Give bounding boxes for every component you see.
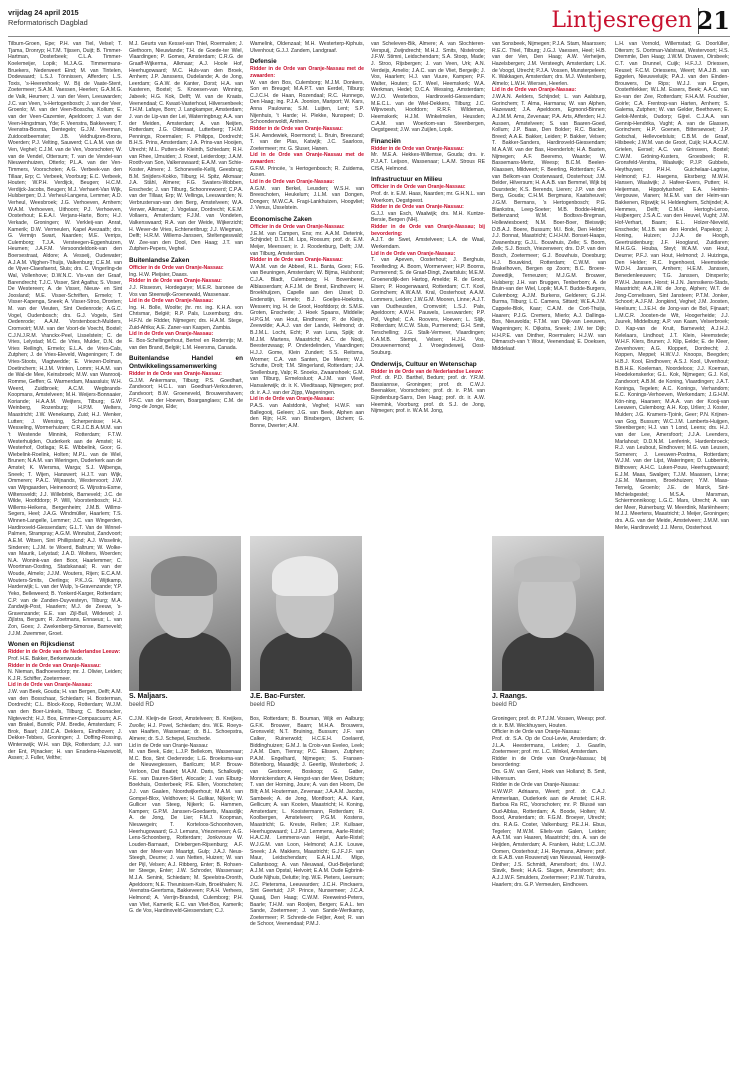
award-heading: Ridder in de Orde van Oranje-Nassau: xyxy=(492,782,580,789)
award-heading: Lid in de Orde van Oranje-Nassau: xyxy=(250,396,335,403)
recipient-list: Prof. dr. ir. E.M. Haas, Naarden; mr. G.H.N.L. van Woerkom, Oegstgeest. xyxy=(371,190,485,204)
caption-credit: beeld RD xyxy=(492,701,518,708)
portrait-shoulders xyxy=(502,631,594,691)
photo-caption-2 xyxy=(250,693,362,708)
recipient-list: A.G.M. van Berkel, Leusden; W.S.H. van Breeschoten, Heukelum; J.L.M. van Dongen, Dongen; M.W.C.A. Fragi-Lankhuizen, Hoogvliet; J. Venus, IJsselstein. xyxy=(250,185,364,212)
text-column-4 xyxy=(371,41,485,1055)
issue-date: vrijdag 24 april 2015 xyxy=(8,8,79,17)
award-heading: Lid in de Orde van Oranje-Nassau: xyxy=(129,331,214,338)
award-heading: Lid in de Orde van Oranje-Nassau: xyxy=(8,682,93,689)
award-heading: Ridder in de Orde van Oranje-Nassau: xyxy=(371,145,464,152)
award-heading: Officier in de Orde van Oranje-Nassau: xyxy=(492,729,581,736)
caption-credit: beeld RD xyxy=(129,701,155,708)
award-heading: Ridder in de Orde van Oranje-Nassau: xyxy=(250,125,343,132)
text-column-6 xyxy=(615,41,729,1055)
section-heading: Infrastructuur en Milieu xyxy=(371,176,443,184)
recipient-list: G.F.M. Princée, 's Hertogenbosch; R. Zuidema, Assen. xyxy=(250,165,364,179)
text-column-1 xyxy=(8,41,122,1055)
award-heading: Officier in de Orde van Oranje-Nassau: xyxy=(250,224,345,230)
recipient-list: Prof. dr. S.A. Op de Coul-Levie, Amsterdam; dr. J.L.A. Heestermans, Leiden; J. Gaarlin, Zoetermeer; prof. mr. L.C. Winkel, Amsterdam. xyxy=(492,735,606,756)
portrait-hair xyxy=(514,556,580,582)
portrait-hair xyxy=(151,556,217,596)
recipient-list: G.J.J. van Esch, Waalwijk; drs. M.H. Kuntze-Bersie, Bergen (NH). xyxy=(371,210,485,224)
recipient-list: T. van Apeven, Oosterhout; J. Berghuis, Texelteding; A. Boom, Wormerveer; H.P. Boorns, Purmerend; S. de Graaf-Dingt, Zwartsluis; M.E.M. Groenendijk-den Hartog, Amelde; R. de Groot, Elsen; P. Hoogenwaard, Rotterdam; C.T. Kool, Gorinchem; A.W.A.M. Kral, Oosterhout; A.A.M. Lommers, Leiden; J.W.G.M. Mooren, Linne; A.J.T. van Oudheusden, Cromvoirt; L.S.J. Pals, Apeldoorn; A.W.H. Pauwels, Leeuwarden; P.P. Pol, Veghel; C.A. Roovers, Hoeven; L. Slijk, Rotterdam; M.C.W. Sluis, Purmerend; G.H. Smit, Terschelling; J.G. Stalk-Vermeer, Vlaardingen; K.A.M.B. Stempi, Velsen; H.J.H. Vos, Drouwenermond; J. Vroegindeweij, Oost-Souburg. xyxy=(371,257,485,356)
award-heading: Lid in de Orde van Oranje-Nassau met de zwaarden: xyxy=(250,152,364,165)
section-heading: Wonen en Rijksdienst xyxy=(8,641,75,649)
section-heading: Financiën xyxy=(371,137,401,145)
recipient-list: Prof. H.E. Bakker, Berkenwoude. xyxy=(8,655,84,662)
recipient-list: G.J.M. Ankermans, Tilburg; P.S. Goedhart, Zandvoort; H.C.L. van Goedhart-Verkouteren, Zandvoort; B.W. Groeneveld, Brouwershaven; P.F.C. van der Hoeven, Boarganglaes; C.M. de Jong-de Jonge, Elde; xyxy=(129,377,243,411)
award-heading: Ridder in de Orde van Oranje-Nassau; bij bevordering: xyxy=(371,224,485,237)
recipient-list: N. Nieman, Badhoevedorp; mr. J. Olivier, Leiden; K.J.R. Schiffer, Zoetermeer. xyxy=(8,669,122,682)
recipient-list: van Scheleven-Bik, Almere; A. van Slochteren-Verspuij, Zwijndrecht; M.H.J. Smits, Nistelrode; J.F.W. Stimni, Leidschendam; S.A. Stoop, Made; J. Stroo, Rijsbergen; J. van Veen, Urk; A.N. Verdeijs, Arnelio; J.A.C. van de Vliet, Bergeijk; J. Vos, Haarlem; H.J. van Vuure, Kampen; P.F. Walter, Houten; G.T. Weel, Heemskerk; W.A. Werkman, Hedel; D.C.A. Wessing, Amsterdam; W.J.O. Westerbos, Hardinxveld-Giessendam; M.E.C.L. van de Wiel-Dekkers, Tilburg; J.C. Wijnvoesh, Hoofdorn; R.R.F. Wildeman, Heemskerk; H.J.M. Winkelmolen, Heusden; C.A.M. van Woerkom-van Steenbergen, Oegstgeest; J.W. van Zuijlen, Lopik. xyxy=(371,41,485,134)
portrait-shoulders xyxy=(139,631,231,691)
recipient-list: Prof. dr. P.D. Barthel, Bedum; prof. dr. Y.R.M. Bassiannse, Groningen; prof. dr. C.W.J. Beenakker, Voorschoten; prof. dr. ir. P.M. van Eijndenburg-Sarrs, Den Haag; prof. dr. ir. A.W. Heemink, Voorburg; prof. dr. S.J. de Jong, Nijmegen; prof. ir. W.A.M. Jong, xyxy=(371,375,485,415)
caption-name: S. Maljaars. xyxy=(129,693,168,700)
award-heading: Officier in de Orde van Oranje-Nassau: xyxy=(371,184,466,191)
recipient-list: Mr. M.E.A. Hekkes-Willemse, Gouda; drs. ir. P.J.A.T. Leijson, Wassenaar; L.A.M. Strous RE CISA, Helmond. xyxy=(371,152,485,172)
recipient-list: J.W. van Beek, Gouda; H. van Bergen, Delft; A.M. van den Bosschaar, Schiedam; H. Bosterman, Dordrecht; C.L. Block-Koop, Rotterdam; W.J.M. van den Boer-Linkels, Tilburg; C. Boonacker, Nigtevecht; H.J. Bos, Emmer-Compascuum; A.F. van Brakel, Bunnik; P.M. Bredie, Amsterdam; F. Brok, Baarl; J.M.C.A. Dekkers, Eindhoven; J. Dekker-Tebbes, Groningen; J. Doffing-Rossing, Winterswijk; W.H. van Dijk, Rotterdam; J.J. van der Ent, Pijnacker; H. van Ensdens-Hazewold, Assen; J. Fuller, Velthe; xyxy=(8,689,122,762)
recipient-list: W.A.M. van de Abbeel, R.L. Banta, Goes; F.G. van Beuningen, Amsterdam; W. Bijma, Hulshorst; C.J.A. Bladt, Culemborg; H. Bovenberer, Alblasserdam; A.F.J.M. de Brest, Eindhoven; H. Broekhuijzen, Capelle aan den IJssel; D. Endenstijn, Ermelo; B.J. Goeljes-Hoekstra, Wessem; ing. H. de Groot, Hoofddorp; dr. S.M.E. Groten, Enschede; J. Hoek Spaans, Middelie; H.P.G.M. van Hout, Eindhoven; P. de Kleijn, Zeewolde; A.A.J. van der Lande, Helmond; dr. B.J.M.L. Locht, Echt; P. van Luna, Spijk; dr. M.J.M. Martens, Maastricht; A.C. de Nooij, Beesterzwaag; P. Onderdelinden, Vlaardingen; H.J.J. Gome, Klein Zundert; S.S. Reitsma, Wormer; C.A. van Santen, De Meern; W.J. Schutte, Drolt; T.M. Slingerland, Rotterdam; J.A. Snellenburg, Valp; R. Snoeks, Zwaanshoek; G.M. van Tilburg, Ermelosluot; A.J.M. van Vleet, Harsalerwijk; dr. ir. K. Vlieditsaap, Nijmegen; prof. dr. ir. A.J. van der Zijpp, Wageningen. xyxy=(250,263,364,396)
recipient-list: E. Bos-Schellingerhout, Bertrel en Rodenrijs; M. van den Brand, België; L.M. Heersma, Canada. xyxy=(129,337,243,351)
recipient-list: J.J. Rissesvn, Hordegarye; M.E.R. baronee de Vos van Steenwijk-Groenewald, Wassenaar. xyxy=(129,284,243,298)
section-title: Lintjesregen xyxy=(551,8,692,33)
award-heading: Ridder in de Orde van Oranje-Nassau: xyxy=(371,204,464,211)
text-column-2-lower xyxy=(129,716,243,1054)
recipient-list: H.W.W.P. Adriaans, Weert; prof. dr. C.A.J. Ammerlaan, Ouderkerk aan de Amstel; C.H.R. Barboa Ra RC, Voorschoten; mr. P. Blussé van Oud-Alblas, Rotterdam; A. Boode, Holten; M. Bood, Amsterdam; dr. F.G.M. Broeyer, Utrecht; drs. R.A.G. Coster, Valkenburg; P.E.J.H. Ebus, Tegelen; M.W.M. Eliels-van Galen, Leiden; A.A.T.M. van Haaren, Maastricht; drs. A. van de Heijden, Amsterdam; A. Franken, Hulst; L.C.J.M. Oomen, Oosterhout; J.H. Reymans, Almere; prof. dr. E.A.B. van Rouwenzij van Nieuwaal, Heeswijk-Dinther; J.S. Schmidt, Amersfoort; drs. I.W.J. Slavik, Beek; H.A.G. Slagen, Amersfoort; drs. A.J.J.W.F. Smulders, Zoetermeer; P.J.W. Tuinstra, Haarlem; drs. G.P. Vermeulen, Eindhoven. xyxy=(492,788,606,888)
award-heading: Lid in de Orde van Oranje-Nassau: xyxy=(129,298,214,305)
section-heading: Buitenlandse Zaken xyxy=(129,257,190,264)
award-heading: Ridder in de Orde van Oranje-Nassau: xyxy=(8,662,101,669)
portrait-photo-bac-furster xyxy=(250,536,362,691)
recipient-list: Groningen; prof. dr. P.T.J.M. Vossen, Weesp; prof. dr. ir. B.M. Weckhuysen, Houten. xyxy=(492,716,606,729)
text-column-5-lower xyxy=(492,716,606,1054)
caption-name: J.E. Bac-Furster. xyxy=(250,693,306,700)
text-column-3 xyxy=(250,41,364,534)
portrait-shoulders xyxy=(260,631,352,691)
recipient-list: Ing. H.W. Pleijsier, Daaxs. xyxy=(129,271,189,278)
recipient-list: P.A.S. van Aalstdonk, Veghel; H.W.F. van Ballegooij, Geleen; J.G. van Beek, Alphen aan den Rijn; H.R. van Binsbergen, Uichem; G. Bonne, Dwerter; A.M. xyxy=(250,402,364,429)
caption-name: J. Raangs. xyxy=(492,693,528,700)
award-heading: Ridder in de Orde van de Nederlandse Leeuw: xyxy=(8,649,121,656)
award-heading: Ridder in de Orde van Oranje-Nassau: xyxy=(129,371,222,378)
award-heading: Ridder in de Orde van Oranje-Nassau: xyxy=(250,257,343,264)
photo-caption-3 xyxy=(492,693,604,708)
recipient-list: J.E.M. van Campen, Ens; mr. A.A.M. Deterink, Schijndel; D.T.C.M. Lips, Roosum; prof. dr. E.M. Meijer, Meerssen; ir. J. Roodenburg, Delft; J.M. van Tilburg, Amsterdam. xyxy=(250,230,364,257)
award-heading: Ridder in de Orde van Oranje-Nassau: xyxy=(129,278,222,285)
caption-credit: beeld RD xyxy=(250,701,276,708)
award-heading: Lid in de Orde van Oranje-Nassau: xyxy=(371,250,456,257)
recipient-list: Bos, Rotterdam; B. Bouman, Wijk en Aalburg; G.F.K. Brouwer, Baarn; M.H.A. Brouwers, Gronsveld; N.T. Bruining, Bussum; J.F. van Calker, Ruinerwold; H.C.E.H. Coelaerd, Biddinghuizen; G.M.J. la Croix-van Eveleo, Leek; J.A.M. Dam, Tienray; P.C. Elissen, Zutphen; P.A.M. Engelhard, Nijmegen; S. Fransen-Bötenborg, Maasdijk; J. Geertig, Westerbork; J. van Gestoorer, Boskoop; G. Gatter, Monnickendam; A. Hengst-van der Meer, Doktum; T. van der Horning, Joure; A. van den Hoorn, De Bilt; A.M. Houterman, Zevenaar; J.A.A.M. Jacobs, Sambeek; A. de Jong, Montfoort; A.A. Kant, Gellicum; A. van Kooten, Maastricht; H. Koning, Amsterdam; L. Kooistermann, Rotterdam; R. Koolbergen, Amstelveen; P.G.M. Kostens, Maastricht; G. Kreute, Rellen; J.P. Kullsaer, Heerhugowaard; L.J.P.J. Lemmens, Aarle-Rixtel; H.A.C.M. Lemmens-van Heijst, Aarle-Rixtel; W.J.G.M. van Loon, Helmond; A.J.K. Louwe, Sneek; J.A. Makkers, Maastricht; G.J.F.J.F. van Maur, Leidschendam; E.A.H.L.M. Migo, Callantsoog; A. van Nieuwaal, Oud-Beijerland; A.J.M. van Opstal, Helvoirt; E.A.M. Oude Egbrink-Oude Nijhuis, Delutte; Ing. W.E. Pieters, Leersum; J.C. Pietersma, Leeuwarden; J.C.H. Pinckaers, Sint Geertuid; J.P. Prince, Nunsemeer; J.C.A. Quaaij, Den Haag; C.W.M. Reeweind-Peters, Baarle; T.H.M. van Rooijen, Bergen; E.A.L. ten Sande, Zoetermeer; J. van Sande-Wertkamp, Zoetermeer; P. Schrede-de Feljter, Axel; R. van de Schoor, Veenendaal; P.M.J. xyxy=(250,716,364,928)
recipient-list: W. van den Bos, Culemborg; M.J.M. Donkers, Son en Breugel; M.A.P.T. van Eerdel, Tilburg; C.J.C.H. de Haan, Rozendaal; R.C. Hunnego, Den Haag; ing. P.J.A. Joonion, Mariport; W. Kars, Anna Paulowna; S.M. Luijten, Lent; S.P. Nijenhuis, 't Harde; H. Plekke, Nunspeet; D. Schoonderwoldt, Arnhem. xyxy=(250,79,364,126)
recipient-list: Drs. G.W. van Gent, Hoek van Holland; B. Smit, Hilversum. xyxy=(492,769,606,782)
header-rule xyxy=(8,36,730,37)
award-heading: Ridder in de Orde van Oranje-Nassau met de zwaarden: xyxy=(250,66,364,79)
recipient-list: A.J.T. de Swet, Amstelveen; L.A. de Waal, Werkendam. xyxy=(371,237,485,250)
portrait-hair xyxy=(272,556,338,596)
award-heading: Ridder in de Orde van de Nederlandse Leeuw: xyxy=(371,368,484,375)
section-heading: Buitenlandse Handel en Ontwikkelingssamenwerking xyxy=(129,355,243,371)
portrait-photo-raangs xyxy=(492,536,604,691)
award-heading: Lid in de Orde van Oranje-Nassau: xyxy=(250,178,335,185)
recipient-list: J.W.A.N. Aelders, Schijndel; L. van Aalsburg, Gorinchem; T. Alma, Harmana; W. van Alphen, Hazeward; J.A. Apeldoorn, Egmond-Binnen; A.J.M.M. Arns, Zevenaar; P.A. Arts, Afferden; H.J. Aussen, Amstelveen; S. van Baaren-Goed, Kollum; J.P. Baas, Den Bolder; R.C. Backer, Breed; A.A.E. Bakker, Leiden; P. Bakker, Velsen; T. Bakker-Sanders, Hardinxveld-Giessendam; M.A.A.W. van der Bas, Hoenderloh; H.A. Basten, Nijmegen; A.F. Beeremo, Waarde; W. Bassemans-Mertz, Weesp; B.C.M. Beelen-Klaassen, Mildveert; F. Beerling, Rotterdam; F.A. van Belkom-van Oosterwaard, Oosterhout; J.M. Belder, Hilversum; H. A.A.B. van Bemmel, Wijk bij Duurstede; K.S. Berends, Lieren; J.P. van den Berg, Gouda; C.H.M. Bergmans, Kaatsheuvel; J.G.M. Bermans, 's Hertogenbosch; P.G. Blankstra, Leeg-Soeter; M.B. Bodde-Hintel, Bettenzand; W.M. Bodtsvs-Bregman, Hollewiesboerd; N.M. Boer-Boer, Bleiswijk; D.B.A.J. Boere, Bussum; M.I. Bok, Den Helder; J.J. Bonnat, Maastricht; C.H.H.M. Bonset-Haaps, Zwanenburg; G.J.L. Bouwhuis, Zelle; S. Boom, Zelk; S.J. Bosch, Vriezenveen; drs. D.P. van den Bosch, Zoetermeer; G.J. Bouwhuis, Doesburg; H.J. Bouwkind, Rotterdam; C.W.M. van Brakelhoven, Bergen op Zoom; B.C. Broere-Zweedijk, Terneuzen; M.J.G.M. Brouwer, Hulsberg; J.H. van Bruggen, Tenberbom; A. de Bruin-van der Wiel, Lopik; M.A.T. Budde-Burgers, Culemborg; A.J.M. Burkens, Gelderen; G.J.H. Burma, Tilburg; L.C. Camera, Sittard; W.E.A.J.M. Cappele-Blok, Kaar; C.A.M. de Cort-Thuija, Haaren; P.J.G. Cremers, Mierlo; A.J. Dallinga-Bos, Nieuwolda; F.T.M. van Dijk-van Leeuwen, Wageningen; K. Dijkstra, Sneek; J.W. ter Dijk; H.H.P.E. van Dinther, Roermalen; H.J.W. van Ditmarsch-van 't Wout, Veenendaal; E. Doeksen, Middelaaf. xyxy=(492,94,606,352)
text-column-3-lower xyxy=(250,716,364,1054)
newspaper-name: Reformatorisch Dagblad xyxy=(8,18,88,27)
section-heading: Economische Zaken xyxy=(250,216,312,223)
recipient-list: M. van Beek, Ede; L.J.P. Bellekom, Wassenaar; M.C. Bos, Sint Oedenrode; L.G. Broeksma-van de Nieuwegiessen, Barilcum; M.P. Brouw-Verloon, Dat Baatet; M.A.M. Daris, Schalkwijk; F.E. van Dauren-Stiert, Alocade; J. van Elburg-Boekhuis, Oosterbeek; P.E. Ellen, Voorschoten; J.J. van Gaalen, Noordwijkerhout; M.A.M. van Gompel-Blox, Veldhoven; H. Gulikar, Nijkerk; W. Gullicer van Steeg, Nijkerk; G. Hammen, Kampen; G.P.M. Janssen-Goedaerts, Maasdijk; A. de Jong, De Lier; F.M.J. Koopman, Nieuwegein; T. Korteloos-Schoonhoven, Heerhugowaard; G.J. Lemans, Vriezenveen; A.G. Lens-Schoonberg, Rotterdam; Jonkvrouw W. Louden-Barnaart, Driebergen-Rijsenburg; A.F. van der Meer-van Maartgt, Gulp; J.A.J. Neus-Steegh, Deurne; J. van Netten, Huizen; W. van der Pijl, Velsen; A.J. Ribberg, Enter; B. Rohsen-ter Steege, Enter; J.W. Schroder, Wassenaar; M.J.A. Senink, Schiedam; M. Speelstra-Dronth, Apeldoorn; N.E. Theunissen-Kuin, Broekhalen; N. Veenstra-Geertsma, Bakkeveen; P.A.H. Verhees, Helmond; A. Verrijn-Brandsli, Culemborg; P.H. van Vliet, Kamerik; E.C. van Vliet-Bos, Kamerik; G. de Vos, Hardinxveld-Giessendam; C.J. xyxy=(129,749,243,915)
recipient-list: S.H. Aendewiek, Roermond; L. Bruin, Breezand; T. van der Plas, Katwijk; J.C. Saarloos, Zoetermeer; mr. G. Sluser, Hanen. xyxy=(250,132,364,152)
page-number: 21 xyxy=(696,6,730,35)
award-heading: Officier in de Orde van Oranje-Nassau: xyxy=(129,265,224,271)
text-column-5 xyxy=(492,41,606,534)
recipient-list: Tilburn-Groen, Epe; P.H. van Tiel, Velsel; T. Tjama, Dronryp; H.T.M. Tijssen, Duijt; B. Timmer-Hartman, Oosterbeek; C.L.A. Timmer-Koelemeijer, Lopik; M.J.A.G. Timmermans-Bruekers, Nederweert Eind; M. van Tintelen, Dodewaard; L.S.J. Tönnissen, Afferden; L.S. Toxis, 's-Heerenhoek; W. Bij de Vaate-Stent, Zoetermeer; S.A.M. Vaessen, Heerlen; G.A.M.G. de Valk, Heumen; J. van der Veen, Leeuwarden; J.C. van Veen, 's-Hertogenbosch; J. van der Veer, Groenlo; M. van der Veen-Bosscha, Kollum; E. van der Veen-Cazemier, Apeldoorn; J. van der Veen-Hingstman, Yde; F. Veenstra, Bakkeveen; T. Veenstra-Bosma, Dentegeln; G.J.M. Veerman, Zuidoostbeemster; J.B. Veldhuijzen-Brons, Woerden; P.J. Velting, Sauwerd; C.L.A.M. van de Ven, Veghel; C.J.M. van de Ven, Voorschoten; W. van de Vendel, Ottersum; T. van de Vendel-van Nieuwenhuizen, Otterlo; P.L.A. van der Ven-Timmers, Voorschoten; A.G. Verbeek-van den Tillaar, Erp; C. Verbeek, Voorburg; E.C. Verbeek, Houten; W.P.H. Verdijck, Beugen; H.C.M. Verdijck-Jacobs, Beugen; M.J. Verhaert-Van Wijk, Hulsbergen; D.J. Verheul-Langens, Lemmer; A.D. Verheul, Weesbroek; J.G. Verhoeven, Arnhem; W.A.M. Verhoeven, Uithoorn; P.J. Verhoeven, Oosterhout; E.E.A.I. Verjans-Harte, Born; H.J. Verkade, Groningen; W. Verkleij-van Anrat, Kamerik; D.W. Vermeulen, Kapel Avezaath; drs. G. Vermijn Swart, Naarden; M.E. Verrips, Culemborg; T.J.A. Versteegen-Eggenhuizen, Heumen; J.A.F.M. Versoondeldonk-van den Boersestraat, Aldore; A. Vesseij, Oudewater; A.J.A.M. Vlijghen-Thuijs, Valkenburg; C.E.M. van de Vijver-Claesfaerst, Sluis; drs. C. Vingerling-de Wal, Vollenhove; D.W.N.C. Vis-van der Graaf, Barendrecht; T.J.C. Visser, Sint Agatha; S. Visser, De Westereen; A. de Visser, Nieuw- en Sint Joosland; M.E. Visser-Schriften, Ermelo; T. Visser-Kapenga, Sneek; A. Visser-Stroo, Dronten; M. van der Vleuten, Sint Oedenrode; A.G.C. Vogel, Oudenbosch; drs. G.J. Vogels, Sint Oedenrode; A.A.M. Vorstenbosch-Mulders, Cromvoirt; M.M. van der Voort-de Voecht, Boxtel; C.J.N.J.R.M. Vranckx-Peel, Lisselstein; C. de Vries, Lelystad; M.C. de Vries, Mulder, D.N. de Vries Reilingh, Ermelo; E.L.A. de Vries-Cals, Zutphen; J. de Vries-Eleveld, Wageningen; T. de Vries-Stoots, Vlagtwedde; E. Vriezen-Dolman, Doetinchem; H.J.M. Vrinten, Lomm; H.A.M. van de Wal-de Mee, Keinsbroek; M.W. van Wanrooij-Romme, Geffen; G. Warmerdam, Maassluis; W.H. Weerd, Zuidbroek; A.C.M. Wegbrands-Koopmans, Amstelveen; M.H. Weijers-Bonnaaier, Koriande; H.A.A.M. Weijters, Tilburg; G.W. Weinberg, Rozenburg; H.P.M. Welters, Maastricht; J.W. Wenekamp, Zuid; H.J. Wenker, Lutten; J. Wensing, Scherpenisse; H.A. Wesseling, Wormerhuizen; C.R.J.C.B.A.M.M. van 't Westende Minnink, Rotterdam; F.T.W. Westerhuijden, Ouderkerk aan de Amstel; H. Westerhof, Ootlaga; R.E. Wibbelink, Goor; G. Wiebelink-Roelink, Holten; M.P.L. van de Wiel, Brunen; N.A.M. van Wieringen, Ouderkerk aan de Amstel; K. Wiersma, Warga; S.J. Wijbenga, Sneek; T. Wijen, Hanswert; H.J.T. van Wijk, Ommeren; P.A.C. Wijnands, Westervoort; J.W. van Wijngaarden, Heinenoord; G. Wijnstra-Esme, Wiltensveldt; J.J. Willebrink, Barneveld; J.C. de Wilde, Hoofddorp; P. Will, Voorstenbosch; H.J. Willems-Heikens, Bergenheim; J.M.B. Willms-Segers, Heel; J.A.G. Windmüller, Haarlem; T.S. Winnen-Langelle, Lemmer; J.C. van Wingerden, Hardinxveld-Giessendam; G.L.T. Van de Winnel-Palmen, Strampray; A.G.M. Winnubst, Zandvoort; A.E.M. Witsen, Sint Phillipsland; A.J. Wisselink, Sinderen; L.J.M. te Woerd, Baltrum; W. Wolke-van Maurik, Lelystad; J.A.D. Wolters, Woerden; N.A. Wonink-van den Boor, Haarlemmer; C. Woortman-Oosting, Stadskanaal; R. van der Woude, Almelo; J.J.M. Wouters, Rijen; E.C.A.M. Wouters-Smits, Oerlings; P.K.J.G. Wijtkamp, Harderwijk; L. van der Wulp, 's-Gravenzande; Y.P. Yeko, Belleweerd; B. Yonkerd-Karger, Rotterdam; C.P. van de Zanden-Duyvesteyn, Tilburg; M.A. Zandwijk-Post, Haarlem; M.J. de Zeeuw, 's-Gravenzande; E.E. van Zijl-Buil, Wildewol; J. Zijlstra, Bergum; R. Zoetmans, Ennaeus; L. van Zon, Goes; J. Zwekenberg-Simonse, Barneveld; J.J.M. Zwemmer, Groet. xyxy=(8,41,122,637)
photo-caption-1 xyxy=(129,693,241,708)
recipient-list: L.H. van Vornold, Willemstad; G. Doorlüller, Ditersm; S. Dortman-Valstraat, Westervoort; H.S. Dremmle, Den Haag; J.W.M. Druwen, Oirsbeek; C.T. van Drunnel, Cuijk; H.F.J.J. Driessen, Reusel; F.C.M. Driessens, Weert; M.A.J.B. van Eggelen, Nieuwveluijk; P.A.J. van den Einden-Brouwers, De Rips; W.J.J. van Engen, Oosterhlekker; W.L.M. Essers, Beek; A.A.C. van Es-van der Zee, Rotterdam; F.H.A.M. Fouchier, Goirle; C.A. Frentrop-van Harten, Arnhem; S. Galema, Zutphen; W. van Gelder, Beethoven; E. Gelok-Mentsk, Oudorp; Gijrel. C.J.A.A. van Gennip-Hendrika, Vught; A. van de Glassen, Gorinchem; H.P. Goenen, Bittersewoet; J.P. Gotschal, Hellevoetsluis; C.B.M. de Graaf, Hilsbeek; J.W.M. van de Groot, Cuijk; H.A.A.C.M. Grielen, Eersel; A.C. van Grinsven, Boxtel; C.W.M. Gröning-Kusters, Groesbeek; R. Gronsfeld-Verstra, Waalwijk; P.J.P. Gubbels, Heythuysen; P.H.H. Guichelaar-Lagrise, Helmond; F.J. Haegens, Eksrberg; M.W.H. Hansen, Waalwijk; J. Hafeer-Evers, Putten; H. Heijerman, Hippolytushoef; E.A. Heimin-Vergouwe, Vianen; M.E.M. van der Heim-van Bakkenen, Rijswijk; H. Heldenghem, Schijndel; A. Hemmes, Delft; C.M.H. Hertogh-Leroo, Huijbergen; J.S.A.C. van den Heuvel, Vught; J.M. Hof-Verhart, Baarn; E.L. Holzer-Nieveld, Enschede; M.J.B. van den Hondel, Papekop; J. Honing, Huizen; J.J.A. de Hoogh, Geertruidenburg; J.F. Hoogland, Zuidlaren; M.H.G.G. Houba, Steyl; W.A.M. van Hout, Deurne; P.F.J. van Hout, Helmond; J. Huizinga, Den Helder; R.C. Ingenhoest, Heemstede; W.D.H. Janssen, Arnhem; H.E.M. Janssen, Benedenleeuwen; T.G. Janssen, Dinxperlo; P.W.H. Janssen, Horst; H.J.N. Jannsikens-Stads, Maastricht; A.A.J.W. de Jong, Alphen; W.T. de Jong-Cornelissen, Sint Jansteen; P.T.M. Jonker, Schoorl; A.J.F.M. Jongkind, Veghel; J.M. Joosten, Heelsum; L.J.E.H. de Jong-van de Bol, Fijnaart; L.M.C.R. Joosten-de Wit, Hoogerheide; J.J. Juurek, Middelburg; A.P. van Kaam, Velserbroek; D. Kap-van de Kruit, Barneveld; A.J.H.J. Kelelaars, Lindhout; J.T. Klein, Heemstede; W.H.F. Klers, Brunen; J. Klip, Eelde; E. de Kleer, Zevenhoven; A.G. Kloppert, Dordrecht; J. Koppen, Meppel; H.W.V.J. Knoops, Beegden; H.B.J. Kool, Eindhoven; A.S.J. Kool, Ulvenhout; B.B.H.E. Koeleman, Noordeloos; J.J. Koeman, Hoedekenskerke; G.L. Kok, Nijmegen; G.J. Kol, Zandvoort; A.B.M. de Koning, Vlaardingen; J.A.T. Koninga, Tegelen; A.C. Konings, Verhandom; E.C. Konings-Verhoeven, Werkendam; J.G.H.M. Kön-ning, Haarsen; M.A.A. van der Kooij-van Leeuwen, Culemborg; A.H. Kop, Urlien; J. Koster, Mulden; J.G. Kramers-Tjoink, Geer; P.N. Krijnen-van Gog, Bussum; W.C.J.M. Lamberts-Huijgen, Steenbergen; H.J. van 't Lond, Leens; drs. H.J. van der Lee, Amersfoort; J.J.A. Leenders, Marlahout; D.D.N.M. Lenferink, Hardenbroeck; R.J. van Leubout, Eindhoven; M.G. van Leusen, Someren; J. Leeuwen-Postma, Rotterdam; W.J.M. van der Lijst, Wateringen; D. Lubberink, Bilthoven; A.H.C. Luken-Pouw, Heerhugowaard; E.J.M. Maas, Swalgen; T.J.M. Maassen, Linne; J.E.M. Maessen, Broekhuizen; Y.M. Maas-Ternelg, Groenlo; J.E. de Marck, Sint-Michielsgestel; M.S.A. Marsman, Schiermonnikoog; L.G.C. Mars, Utrecht; A. van der Meer, Ruinerburg; W. Meerdink, Mariënheem; M.J.J. Meertens, Maastricht; J. Meijer, Groningen; drs. A.G. van der Meide, Amstelveen; J.M.M. van Merle, Hardinxveld; J.J. Mens, Oosterhout. xyxy=(615,41,729,531)
section-heading: Defensie xyxy=(250,58,277,66)
recipient-list: M.J. Geurts van Kessel-van Thiel, Roermalen; J. Giethoorn, Nieuwlande; T.H. de Goede-ter Wiel, Vlaardingen; P. Gomes, Amsterdam; C.R.G. de Graaff-Wijkerma, Alkmaar; A.J. Hoole Hof, Heerhugowaard; M.C. Huls-van den Broek, Arnhem; J.P. Janssens, Oudelande; A. de Jong, Leerdam; G.A.W. de Kanter, Dorst; H.A. van Kasteren, Boxtel; S. Knoesen-van Winning, Jabeek; H.G. Kok, Delft; W. van de Kraats, Veenendaal; C. Kwast-Vasterhout, Hilversenbeek; T.H.M. Lafaye, Born; J. Langkamper, Amsterdam; J. van de Lip-van der Lei, Waterringbrug; A.A. van der Meiden, Amsterdam; A. van Neijten, Rotterdam; J.G. Oldenaat, Lutterberg; T.H.M. Pennings, Roermalen; F. Philipps, Dordrecht; B.H.S. Prins, Amsterdam; J.A. Prins-van Hooijen, Utrecht; M.L. Putters-de Kleinth, Schiedam; R.H. van Rhee, IJmuiden; J. Roest, Leiderdorp; J.A.M. Rooth-van Son, Valkenswaard; E.A.M. van Schie-Koster, Almere; J. Schoneveile-Kellij, Geesbrug; B.M. Snijders-Kokko, Tilburg; H. Spitz, Alkmaar; J.A. Ståhl, Almere; F.G. Swaters-Wobben, Enschede; J. van Tilburg, Schoonrewoerd; C.P.A. van der Tillaar, Erp; W. Vellinga, Leeuwarden; N. Verbrustervan-van den Berg, Amstelveen; W.A. Verwer, Alkmaar; J. Vogelaar, Dordrecht; K.E.M. Vollaers, Amsterdam; F.J.M. van Vondeten, Valkenswaard; R.A. van der Weide, Wijkerzicht; H. Wever-de Vries, Echteneribrug; J.J. Wiegman, Delft; H.R.M. Willems-Janssen, Steltengeswald; W. Zee-van den Dool, Den Haag; J.T. van Zutphen-Pepers, Veghel. xyxy=(129,41,243,253)
award-heading: Lid in de Orde van Oranje-Nassau: xyxy=(129,742,209,749)
portrait-photo-maljaars xyxy=(129,536,241,691)
recipient-list: C.J.M. Kleijn-de Groot, Amstelveen; B. Kreijkes, Zwolle; H.J. Povel, Schiedam; drs. W.E. Roeys-van Haaften, Wassenaar; dr. B.L. Schoepstra, Almere; dr. S.J. Schepel, Enschede. xyxy=(129,716,243,742)
award-heading: Lid in de Orde van Oranje-Nassau: xyxy=(492,87,577,94)
text-column-2 xyxy=(129,41,243,534)
award-heading: Ridder in de Orde van Oranje-Nassau; bij bevordering: xyxy=(492,755,606,769)
section-heading: Onderwijs, Cultuur en Wetenschap xyxy=(371,360,477,368)
recipient-list: van Sonsbeek, Nijmegen; P.J.A. Stam, Maarssen; R.E.C. Thiel, Tilburg; J.G.J. Vaessen, Heel; H.B. van der Ven, Den Haag; A.W. Verheijen, Hazelsbergen; J.M. Versteegh, Amsterdam; L.K. de Voogd, Utrecht; P.J.A. Vossen, Munsterpeleen; K. Wakkagen, Amsterdam; drs. M.J. Westenberg, Almelo; L.W.H. Wiersen, Heerlen. xyxy=(492,41,606,87)
recipient-list: Wamelink, Oldenzaal; M.H. Westerterp-Kiphuis, Ulvenhout; G.J.J. Zandem, Landgraaf. xyxy=(250,41,364,54)
recipient-list: Ing. H. Bolle, Woolte; jhr. mr. ing. K.H.A. von Chrismar, België; R.P. Pals, Luxemburg; drs. H.F.N. de Ridder, Nijmegen; drs. H.A.M. Stege, Zuid-Afrika; A.E. Zaner-van Kaspen, Zambia. xyxy=(129,304,243,331)
